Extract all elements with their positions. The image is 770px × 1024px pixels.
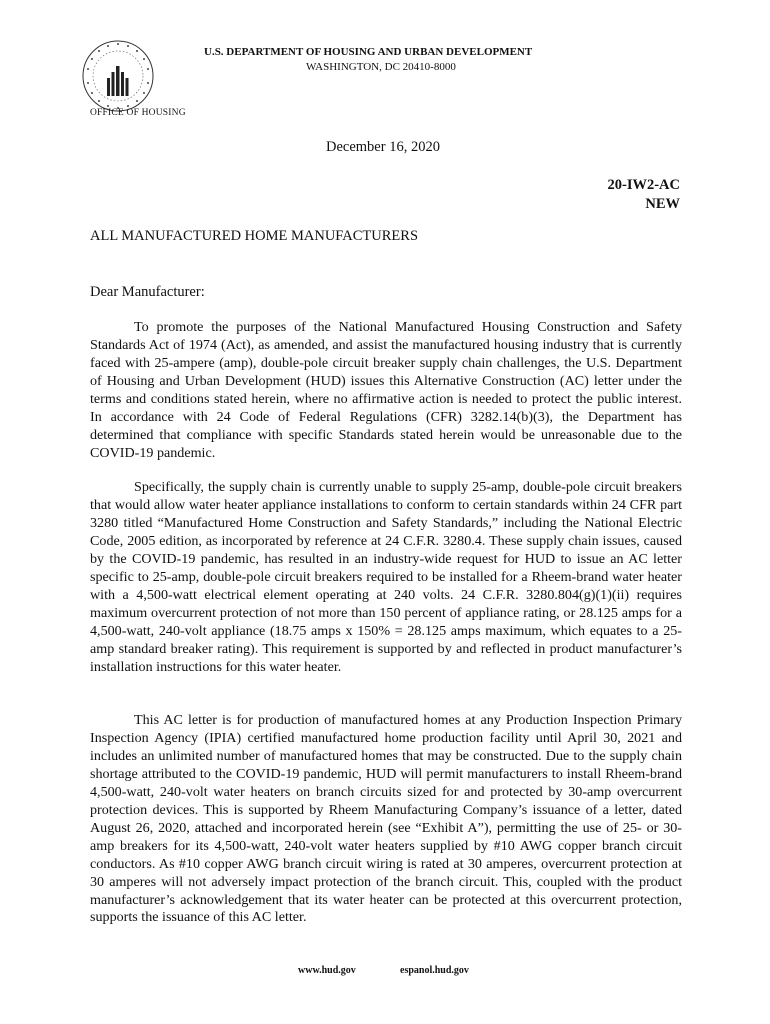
reference-status: NEW <box>645 196 680 212</box>
footer-link-hud[interactable]: www.hud.gov <box>298 965 356 976</box>
reference-block <box>608 176 681 214</box>
agency-address: WASHINGTON, DC 20410-8000 <box>306 61 456 73</box>
paragraph-text: Specifically, the supply chain is currently unable to supply 25-amp, double-pole circuit breakers that would allow water heater appliance installations to conform to certain standards within 24 CFR part 3280 titled “Manufactured Home Construction and Safety Standards,” including the National Electric Code, 2005 edition, as incorporated by reference at 24 C.F.R. 3280.4. These supply chain issues, caused by the COVID-19 pandemic, has resulted in an industry-wide request for HUD to issue an AC letter specific to 25-amp, double-pole circuit breakers required to be installed for a Rheem-brand water heater with a 4,500-watt electrical element operating at 240 volts. 24 C.F.R. 3280.804(g)(1)(ii) requires maximum overcurrent protection of not more than 150 percent of appliance rating, or 28.125 amps for a 4,500-watt, 240-volt appliance (18.75 amps x 150% = 28.125 amps maximum, which equates to a 25-amp standard breaker rating). This requirement is supported by and reflected in product manufacturer’s installation instructions for this water heater. <box>90 479 682 675</box>
office-label: OFFICE OF HOUSING <box>90 108 186 118</box>
footer-link-espanol[interactable]: espanol.hud.gov <box>400 965 469 976</box>
salutation: Dear Manufacturer: <box>90 284 205 300</box>
paragraph-1 <box>90 319 682 463</box>
recipients-line: ALL MANUFACTURED HOME MANUFACTURERS <box>90 228 419 244</box>
paragraph-3 <box>90 712 682 927</box>
paragraph-text: This AC letter is for production of manufactured homes at any Production Inspection Primary Inspection Agency (IPIA) certified manufactured home production facility until April 30, 2021 and includes an unlimited number of manufactured homes that may be constructed. Due to the supply chain shortage attributed to the COVID-19 pandemic, HUD will permit manufacturers to install Rheem-brand 4,500-watt, 240-volt water heaters on branch circuits sized for and protected by 30-amp overcurrent protection devices. This is supported by Rheem Manufacturing Company’s issuance of a letter, dated August 26, 2020, attached and incorporated herein (see “Exhibit A”), permitting the use of 25- or 30-amp breakers for its 4,500-watt, 240-volt water heaters supplied by #10 AWG copper branch circuit conductors. As #10 copper AWG branch circuit wiring is rated at 30 amperes, overcurrent protection at 30 amperes will not adversely impact protection of the branch circuit. This, coupled with the product manufacturer’s acknowledgement that its water heater can be protected at this overcurrent protection, supports the issuance of this AC letter. <box>90 712 682 926</box>
letter-date: December 16, 2020 <box>326 139 440 155</box>
reference-code: 20-IW2-AC <box>607 177 680 193</box>
paragraph-text: To promote the purposes of the National Manufactured Housing Construction and Safety Standards Act of 1974 (Act), as amended, and assist the manufactured housing industry that is currently faced with 25-ampere (amp), double-pole circuit breaker supply chain challenges, the U.S. Department of Housing and Urban Development (HUD) issues this Alternative Construction (AC) letter under the terms and conditions stated herein, where no affirmative action is needed to protect the public interest. In accordance with 24 Code of Federal Regulations (CFR) 3282.14(b)(3), the Department has determined that compliance with specific Standards stated herein would be unreasonable due to the COVID-19 pandemic. <box>90 319 682 461</box>
agency-name: U.S. DEPARTMENT OF HOUSING AND URBAN DEVELOPMENT <box>204 46 533 58</box>
paragraph-2 <box>90 479 682 676</box>
hud-seal-icon <box>80 38 156 114</box>
